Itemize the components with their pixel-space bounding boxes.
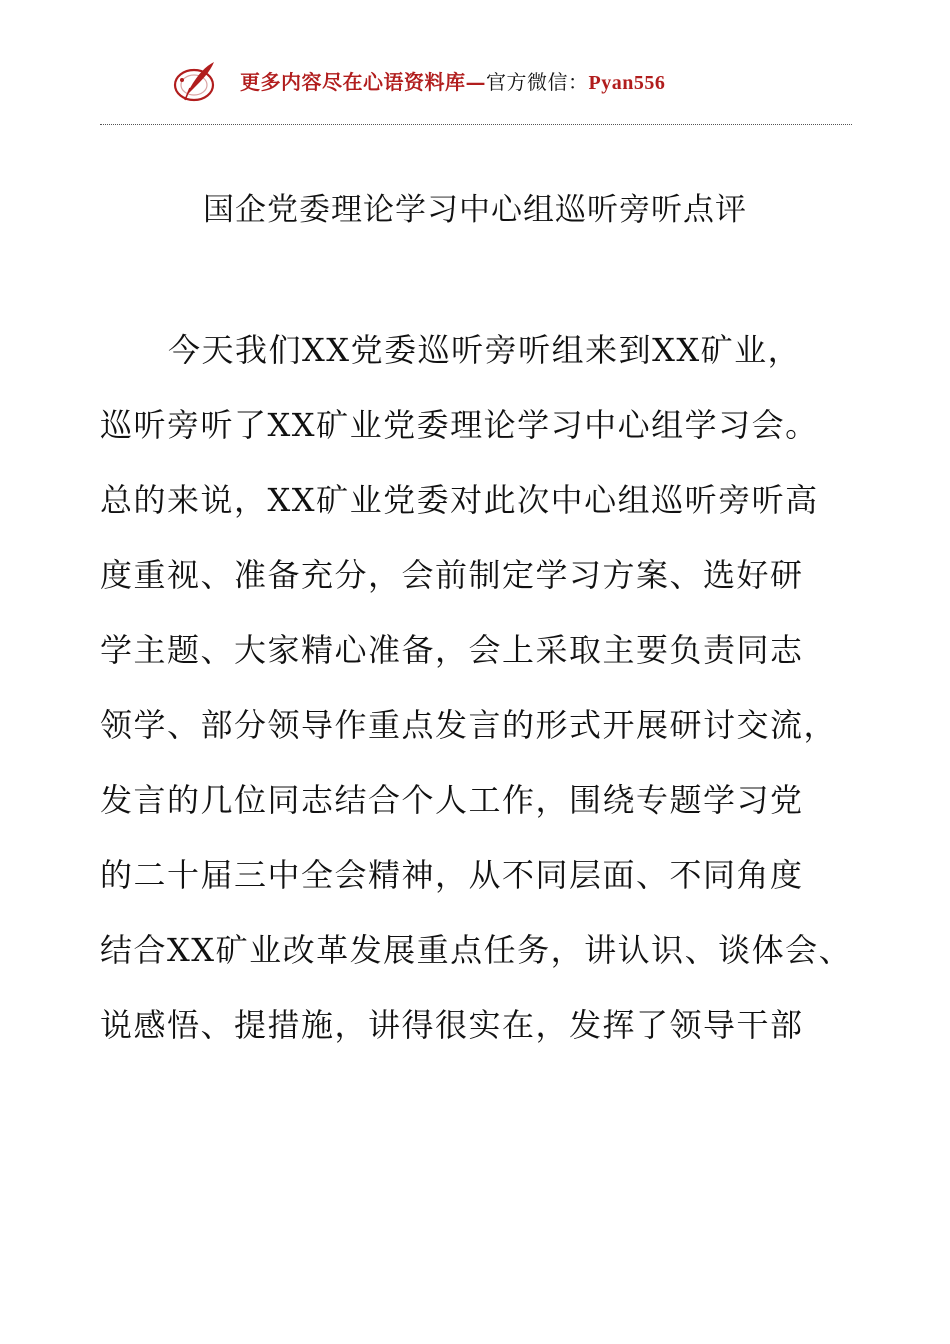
body-line: 学主题、大家精心准备，会上采取主要负责同志 [100, 631, 804, 669]
body-line: 说感悟、提措施，讲得很实在，发挥了领导干部 [100, 1006, 804, 1044]
brand-text: 更多内容尽在心语资料库 [240, 70, 466, 94]
wechat-id: Pyan556 [588, 72, 666, 94]
body-line: 度重视、准备充分，会前制定学习方案、选好研 [100, 556, 804, 594]
document-body [100, 322, 860, 1072]
body-line: 发言的几位同志结合个人工作，围绕专题学习党 [100, 781, 804, 819]
page-header [0, 58, 950, 108]
body-line: 总的来说，XX矿业党委对此次中心组巡听旁听高 [100, 481, 819, 519]
body-line: 巡听旁听了XX矿业党委理论学习中心组学习会。 [100, 406, 819, 444]
body-line: 今天我们XX党委巡听旁听组来到XX矿业， [168, 331, 802, 369]
header-dash: — [465, 70, 486, 94]
quill-pen-logo-icon [170, 58, 222, 106]
header-banner-text [240, 66, 665, 95]
document-title: 国企党委理论学习中心组巡听旁听点评 [203, 192, 747, 228]
body-line: 结合XX矿业改革发展重点任务，讲认识、谈体会、 [100, 931, 853, 969]
body-line: 的二十届三中全会精神，从不同层面、不同角度 [100, 856, 804, 894]
wechat-label: 官方微信： [486, 70, 589, 94]
header-divider [100, 124, 852, 125]
body-line: 领学、部分领导作重点发言的形式开展研讨交流， [100, 706, 838, 744]
